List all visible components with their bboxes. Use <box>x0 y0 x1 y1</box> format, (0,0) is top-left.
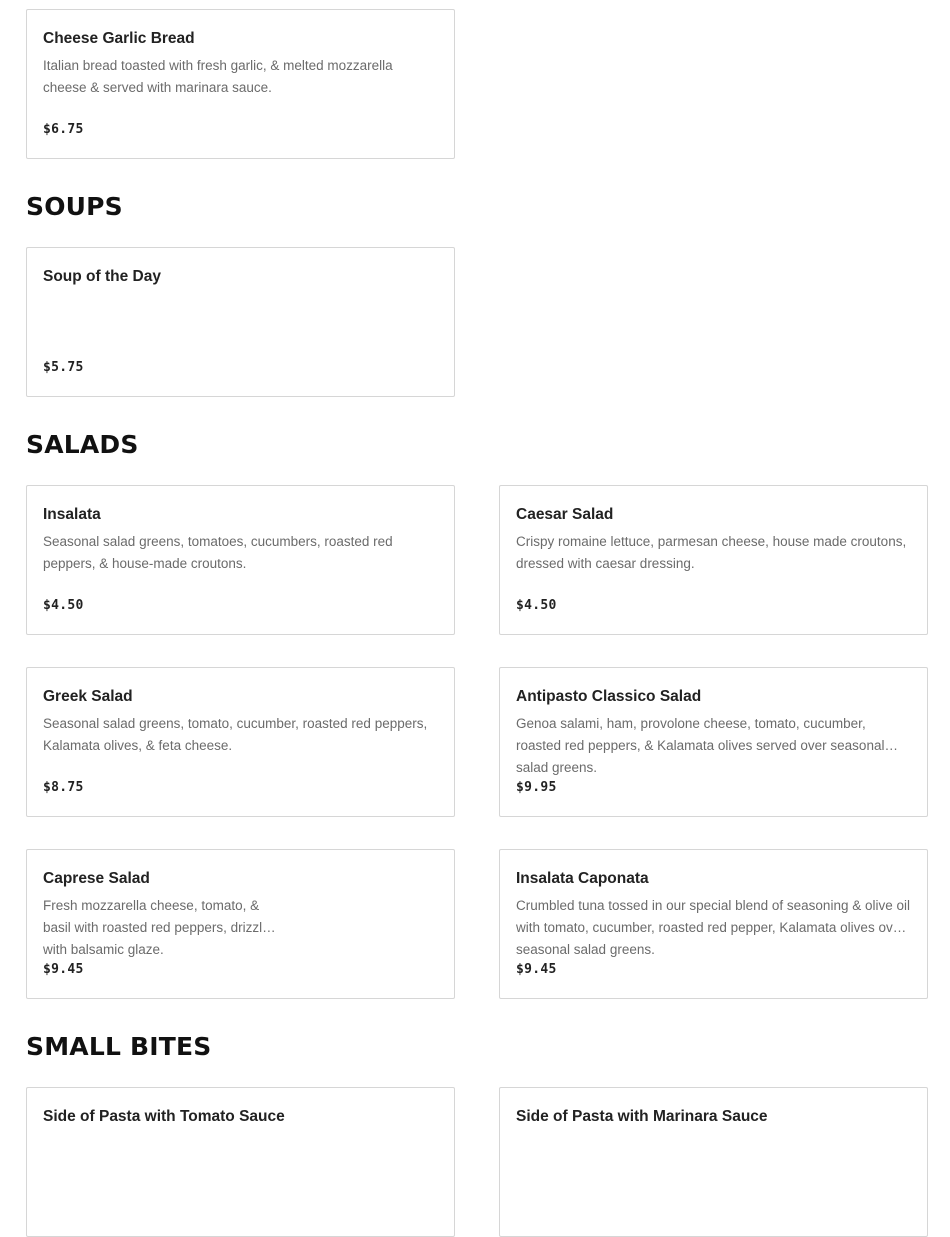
menu-item-name: Insalata Caponata <box>516 870 649 887</box>
menu-item-card-insalata-caponata[interactable] <box>499 849 928 999</box>
menu-item-name: Side of Pasta with Tomato Sauce <box>43 1108 285 1125</box>
menu-item-name: Greek Salad <box>43 688 133 705</box>
menu-item-name: Soup of the Day <box>43 268 161 285</box>
menu-item-price: $9.45 <box>516 962 557 977</box>
menu-item-price: $8.75 <box>43 780 84 795</box>
menu-item-description <box>516 1133 911 1177</box>
menu-item-description: Crispy romaine lettuce, parmesan cheese, house made croutons, dressed with caesar dressing. <box>516 534 907 571</box>
menu-item-name: Side of Pasta with Marinara Sauce <box>516 1108 768 1125</box>
menu-item-price: $4.50 <box>43 598 84 613</box>
section-title-salads: SALADS <box>26 430 139 459</box>
menu-item-card-soup-of-the-day[interactable] <box>26 247 455 397</box>
menu-item-card-insalata[interactable] <box>26 485 455 635</box>
menu-item-description: Crumbled tuna tossed in our special blend of seasoning & olive oil with tomato, cucumber, roasted red pepper, Kalamata olives over seasonal salad greens. <box>516 898 910 957</box>
menu-item-name: Insalata <box>43 506 101 523</box>
menu-item-description: Seasonal salad greens, tomatoes, cucumbers, roasted red peppers, & house-made croutons. <box>43 534 393 571</box>
menu-item-card-antipasto-classico-salad[interactable] <box>499 667 928 817</box>
menu-item-description: Seasonal salad greens, tomato, cucumber, roasted red peppers, Kalamata olives, & feta cheese. <box>43 716 428 753</box>
menu-item-description <box>43 1133 438 1177</box>
menu-item-description <box>43 293 438 337</box>
menu-item-price: $9.95 <box>516 780 557 795</box>
menu-item-price: $5.75 <box>43 360 84 375</box>
menu-item-name: Caprese Salad <box>43 870 150 887</box>
menu-item-name: Cheese Garlic Bread <box>43 30 195 47</box>
menu-item-name: Caesar Salad <box>516 506 614 523</box>
menu-item-price: $9.45 <box>43 962 84 977</box>
menu-item-price: $4.50 <box>516 598 557 613</box>
menu-item-price: $6.75 <box>43 122 84 137</box>
menu-item-description: Italian bread toasted with fresh garlic, & melted mozzarella cheese & served with marinara sauce. <box>43 58 393 95</box>
menu-item-card-cheese-garlic-bread[interactable] <box>26 9 455 159</box>
menu-item-card-caesar-salad[interactable] <box>499 485 928 635</box>
menu-item-description: Fresh mozzarella cheese, tomato, & basil with roasted red peppers, drizzled with balsamic glaze. <box>43 898 278 957</box>
menu-item-name: Antipasto Classico Salad <box>516 688 702 705</box>
menu-item-card-side-pasta-marinara[interactable] <box>499 1087 928 1237</box>
menu-item-description: Genoa salami, ham, provolone cheese, tomato, cucumber, roasted red peppers, & Kalamata olives served over seasonal salad greens. <box>516 716 885 775</box>
menu-item-card-caprese-salad[interactable] <box>26 849 455 999</box>
menu-item-card-greek-salad[interactable] <box>26 667 455 817</box>
menu-item-card-side-pasta-tomato[interactable] <box>26 1087 455 1237</box>
section-title-small-bites: SMALL BITES <box>26 1032 212 1061</box>
section-title-soups: SOUPS <box>26 192 123 221</box>
